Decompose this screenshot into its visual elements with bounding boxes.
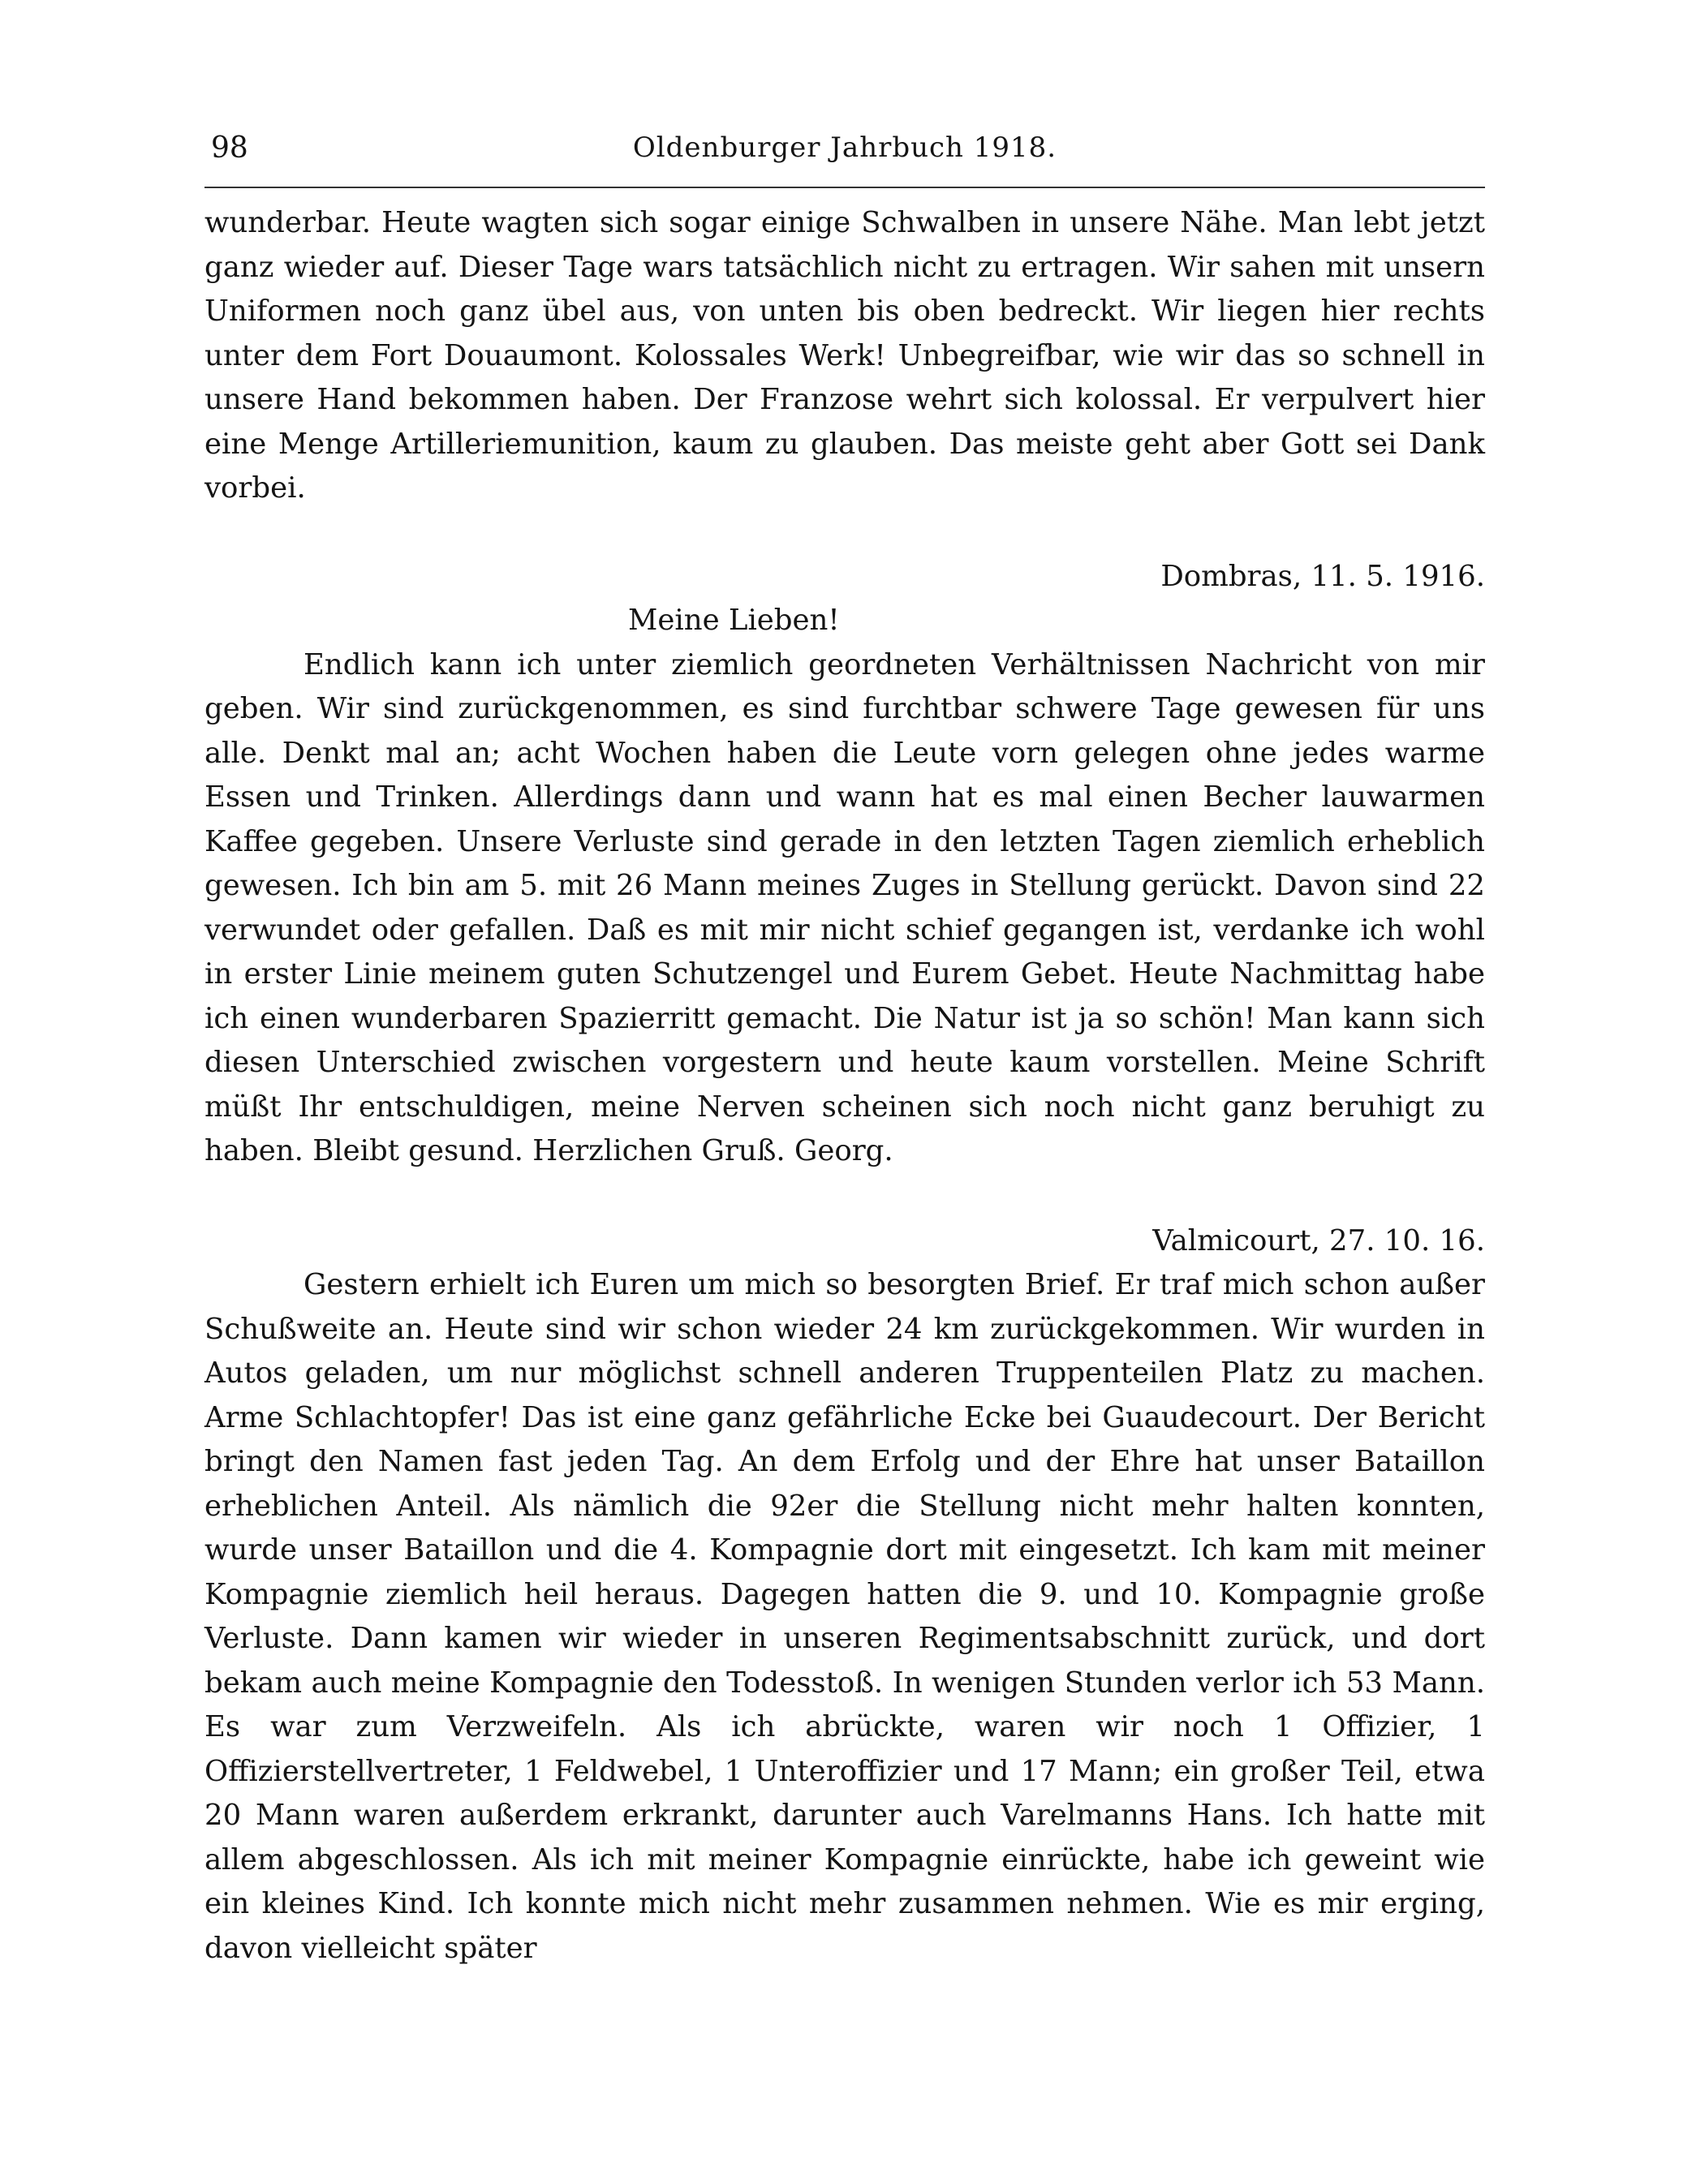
letter-salutation: Meine Lieben! bbox=[628, 604, 840, 637]
continued-paragraph: wunderbar. Heute wagten sich sogar einige Schwalben in unsere Nähe. Man lebt jetzt ganz wieder auf. Dieser Tage wars tatsächlich nicht zu ertragen. Wir sahen mit unsern Uniformen noch ganz übel aus, von unten bis oben bedreckt. Wir liegen hier rechts unter dem Fort Douaumont. Kolossales Werk! Unbegreifbar, wie wir das so schnell in unsere Hand bekommen haben. Der Franzose wehrt sich kolossal. Er verpulvert hier eine Menge Artilleriemunition, kaum zu glauben. Das meiste geht aber Gott sei Dank vorbei. bbox=[204, 206, 1485, 505]
page-header bbox=[204, 130, 1485, 188]
letter-paragraph: Endlich kann ich unter ziemlich geordneten Verhältnissen Nachricht von mir geben. Wir sind zurückgenommen, es sind furchtbar schwere Tage gewesen für uns alle. Denkt mal an; acht Wochen haben die Leute vorn gelegen ohne jedes warme Essen und Trinken. Allerdings dann und wann hat es mal einen Becher lauwarmen Kaffee gegeben. Unsere Verluste sind gerade in den letzten Tagen ziemlich erheblich gewesen. Ich bin am 5. mit 26 Mann meines Zuges in Stellung gerückt. Davon sind 22 verwundet oder gefallen. Daß es mit mir nicht schief gegangen ist, verdanke ich wohl in erster Linie meinem guten Schutzengel und Eurem Gebet. Heute Nachmittag habe ich einen wunderbaren Spazierritt gemacht. Die Natur ist ja so schön! Man kann sich diesen Unterschied zwischen vorgestern und heute kaum vorstellen. Meine Schrift müßt Ihr entschuldigen, meine Nerven scheinen sich noch nicht ganz beruhigt zu haben. Bleibt gesund. Herzlichen Gruß. Georg. bbox=[204, 647, 1485, 1167]
letter-dateline: Valmicourt, 27. 10. 16. bbox=[1152, 1223, 1485, 1258]
running-title: Oldenburger Jahrbuch 1918. bbox=[632, 131, 1057, 164]
body-text bbox=[204, 201, 1485, 1971]
letter-dateline: Dombras, 11. 5. 1916. bbox=[1160, 559, 1485, 593]
page-number: 98 bbox=[211, 131, 248, 165]
letter-paragraph: Gestern erhielt ich Euren um mich so besorgten Brief. Er traf mich schon außer Schußweite an. Heute sind wir schon wieder 24 km zurückgekommen. Wir wurden in Autos geladen, um nur möglichst schnell anderen Truppenteilen Platz zu machen. Arme Schlachtopfer! Das ist eine ganz gefährliche Ecke bei Guaudecourt. Der Bericht bringt den Namen fast jeden Tag. An dem Erfolg und der Ehre hat unser Bataillon erheblichen Anteil. Als nämlich die 92er die Stellung nicht mehr halten konnten, wurde unser Bataillon und die 4. Kompagnie dort mit eingesetzt. Ich kam mit meiner Kompagnie ziemlich heil heraus. Dagegen hatten die 9. und 10. Kompagnie große Verluste. Dann kamen wir wieder in unseren Regimentsabschnitt zurück, und dort bekam auch meine Kompagnie den Todesstoß. In wenigen Stunden verlor ich 53 Mann. Es war zum Verzweifeln. Als ich abrückte, waren wir noch 1 Offizier, 1 Offizierstellvertreter, 1 Feldwebel, 1 Unteroffizier und 17 Mann; ein großer Teil, etwa 20 Mann waren außerdem erkrankt, darunter auch Varelmanns Hans. Ich hatte mit allem abgeschlossen. Als ich mit meiner Kompagnie einrückte, habe ich geweint wie ein kleines Kind. Ich konnte mich nicht mehr zusammen nehmen. Wie es mir erging, davon vielleicht später bbox=[204, 1268, 1485, 1965]
letter-valmicourt bbox=[204, 1219, 1485, 1971]
letter-dombras bbox=[204, 555, 1485, 1174]
page-content bbox=[204, 130, 1485, 1971]
